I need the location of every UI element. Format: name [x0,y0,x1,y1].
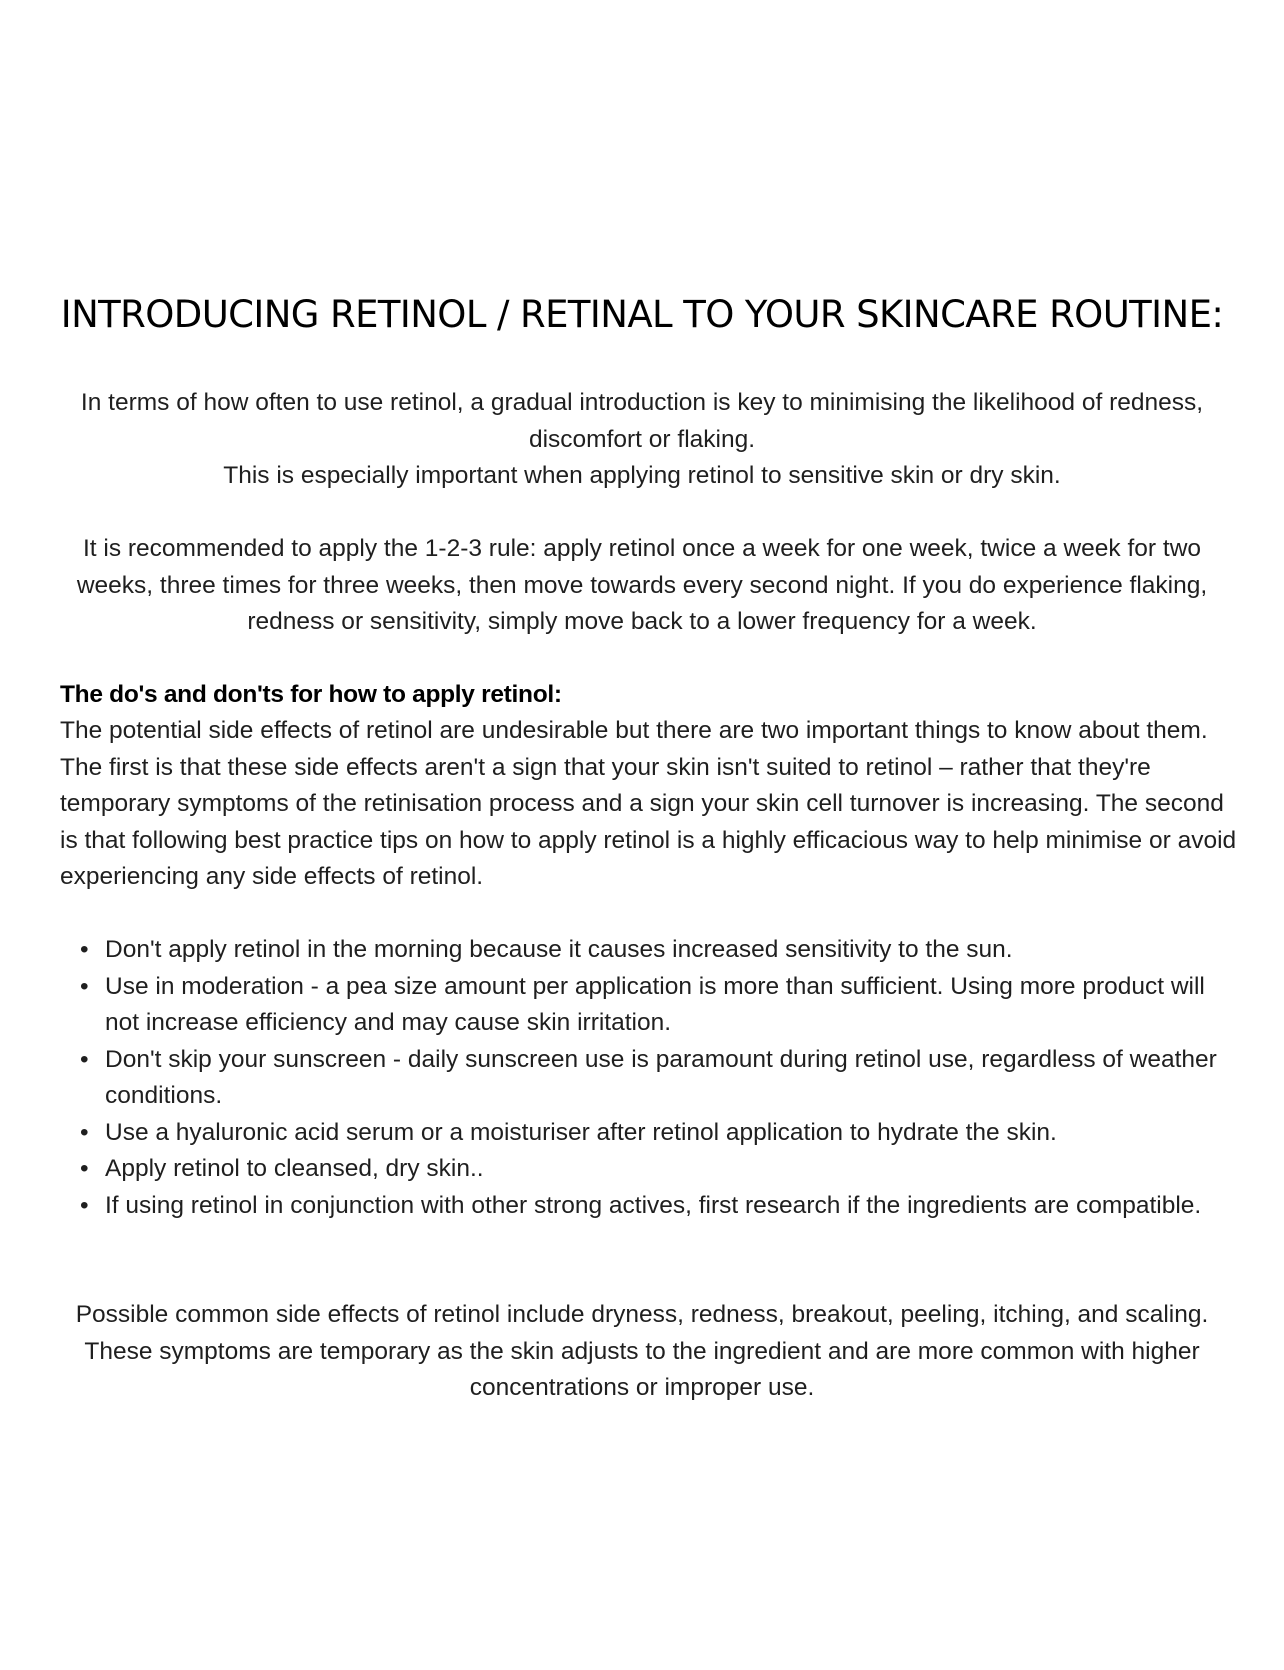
bullet-icon: • [80,1118,89,1146]
list-item [60,1115,1240,1152]
bullet-icon: • [80,1045,89,1073]
list-item [60,1188,1240,1225]
intro-paragraph [70,385,1214,495]
list-item-text: Use a hyaluronic acid serum or a moisturiser after retinol application to hydrate the skin. [105,1118,1057,1146]
intro-line: In terms of how often to use retinol, a gradual introduction is key to minimising the likelihood of redness, discomfort or flaking. [80,389,1204,453]
list-item [60,932,1240,969]
list-item-text: Apply retinol to cleansed, dry skin.. [105,1155,484,1182]
list-item [60,1151,1240,1188]
page-title: INTRODUCING RETINOL / RETINAL TO YOUR SKINCARE ROUTINE: [60,293,1224,336]
side-effects-paragraph: Possible common side effects of retinol include dryness, redness, breakout, peeling, itching, and scaling. These symptoms are temporary as the skin adjusts to the ingredient and are more common with higher concentrations or improper use. [75,1301,1209,1401]
list-item [60,969,1240,1042]
bullet-icon: • [80,1191,89,1219]
bullet-icon: • [80,972,89,1000]
list-item-text: Don't apply retinol in the morning because it causes increased sensitivity to the sun. [105,936,1013,963]
tips-list [60,932,1240,1224]
list-item-text: Use in moderation - a pea size amount per application is more than sufficient. Using more product will not increase efficiency and may cause skin irritation. [105,972,1205,1036]
dos-donts-heading: The do's and don'ts for how to apply retinol: [60,681,562,708]
bullet-icon: • [80,936,89,963]
rule-paragraph: It is recommended to apply the 1-2-3 rule: apply retinol once a week for one week, twice a week for two weeks, three times for three weeks, then move towards every second night. If you do experience flaking, redness or sensitivity, simply move back to a lower frequency for a week. [76,535,1208,635]
list-item-text: If using retinol in conjunction with other strong actives, first research if the ingredients are compatible. [105,1191,1202,1219]
list-item-text: Don't skip your sunscreen - daily sunscreen use is paramount during retinol use, regardless of weather conditions. [105,1045,1217,1109]
list-item [60,1042,1240,1115]
bullet-icon: • [80,1155,89,1182]
dos-donts-paragraph: The potential side effects of retinol are undesirable but there are two important things to know about them. The first is that these side effects aren't a sign that your skin isn't suited to retinol – rather that they're temporary symptoms of the retinisation process and a sign your skin cell turnover is increasing. The second is that following best practice tips on how to apply retinol is a highly efficacious way to help minimise or avoid experiencing any side effects of retinol. [60,717,1237,890]
intro-line: This is especially important when applying retinol to sensitive skin or dry skin. [223,462,1061,489]
